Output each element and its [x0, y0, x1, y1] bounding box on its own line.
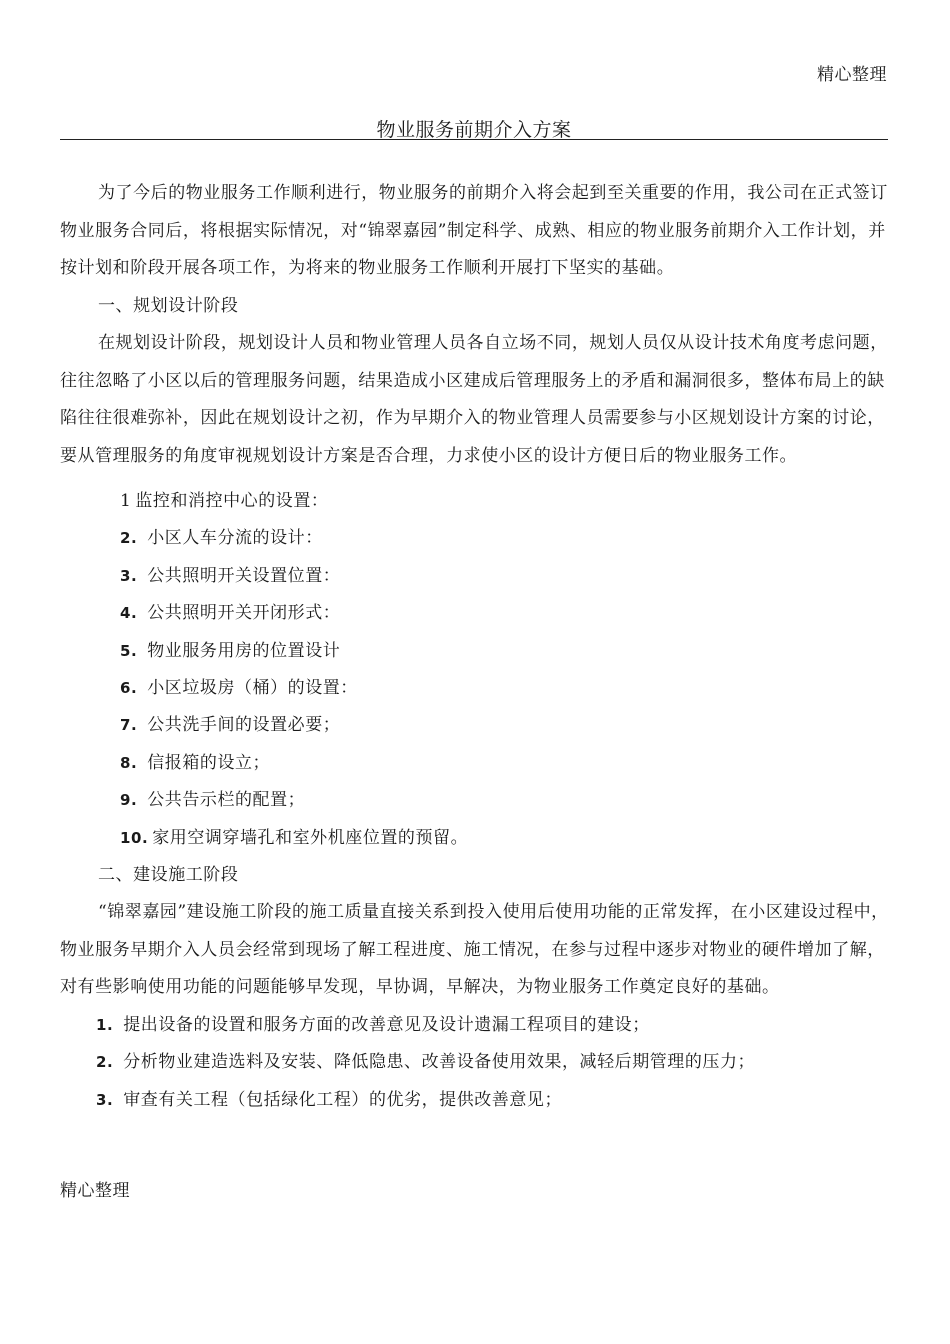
section2-list	[60, 1007, 896, 1119]
section1-paragraph: 在规划设计阶段，规划设计人员和物业管理人员各自立场不同，规划人员仅从设计技术角度考虑问题，往往忽略了小区以后的管理服务问题，结果造成小区建成后管理服务上的矛盾和漏洞很多，整体布局上的缺陷往往很难弥补，因此在规划设计之初，作为早期介入的物业管理人员需要参与小区规划设计方案的讨论，要从管理服务的角度审视规划设计方案是否合理，力求使小区的设计方便日后的物业服务工作。	[60, 333, 888, 466]
list-item-number: 9.	[120, 791, 138, 810]
list-item-number: 7.	[120, 716, 138, 735]
page-header: 精心整理	[817, 65, 887, 85]
list-item-text: 监控和消控中心的设置：	[135, 491, 329, 511]
list-item-text: 公共告示栏的配置；	[147, 790, 306, 811]
section2-heading: 二、建设施工阶段	[98, 864, 239, 885]
list-item-text: 提出设备的设置和服务方面的改善意见及设计遗漏工程项目的建设；	[123, 1014, 650, 1035]
list-item	[60, 1082, 896, 1119]
list-item-number: 1	[120, 491, 132, 511]
list-item-text: 信报箱的设立；	[147, 752, 271, 773]
list-item-number: 6.	[120, 678, 138, 697]
title-underline	[60, 139, 888, 140]
list-item-text: 公共洗手间的设置必要；	[147, 715, 341, 736]
list-item	[60, 707, 896, 744]
list-item-number: 3.	[120, 566, 138, 585]
list-item-text: 家用空调穿墙孔和室外机座位置的预留。	[152, 827, 469, 848]
list-item	[60, 520, 896, 557]
list-item	[60, 745, 896, 782]
intro-paragraph: 为了今后的物业服务工作顺利进行，物业服务的前期介入将会起到至关重要的作用，我公司在正式签订物业服务合同后，将根据实际情况，对“锦翠嘉园”制定科学、成熟、相应的物业服务前期介入工作计划，并按计划和阶段开展各项工作，为将来的物业服务工作顺利开展打下坚实的基础。	[60, 183, 888, 278]
list-item-text: 公共照明开关设置位置：	[147, 565, 341, 586]
list-item-text: 小区垃圾房（桶）的设置：	[147, 677, 358, 698]
page-footer: 精心整理	[60, 1181, 130, 1201]
list-item	[60, 1007, 896, 1044]
document-body	[60, 175, 896, 1119]
list-item-number: 1.	[96, 1015, 114, 1034]
list-item-number: 2.	[120, 529, 138, 548]
section1-list	[60, 483, 896, 857]
list-item-number: 2.	[96, 1053, 114, 1072]
list-item-text: 公共照明开关开闭形式：	[147, 603, 341, 624]
list-item	[60, 595, 896, 632]
list-item-text: 小区人车分流的设计：	[147, 528, 323, 549]
document-title: 物业服务前期介入方案	[376, 119, 572, 141]
section2-paragraph: “锦翠嘉园”建设施工阶段的施工质量直接关系到投入使用后使用功能的正常发挥，在小区建设过程中，物业服务早期介入人员会经常到现场了解工程进度、施工情况，在参与过程中逐步对物业的硬件增加了解，对有些影响使用功能的问题能够早发现，早协调，早解决，为物业服务工作奠定良好的基础。	[60, 902, 889, 998]
list-item-text: 审查有关工程（包括绿化工程）的优劣，提供改善意见；	[123, 1089, 562, 1110]
list-item-text: 物业服务用房的位置设计	[147, 640, 341, 661]
section1-heading: 一、规划设计阶段	[98, 295, 239, 316]
list-item	[60, 820, 896, 857]
list-item	[60, 1044, 896, 1081]
list-item-text: 分析物业建造选料及安装、降低隐患、改善设备使用效果，减轻后期管理的压力；	[123, 1052, 756, 1073]
list-item-number: 3.	[96, 1090, 114, 1109]
list-item	[60, 558, 896, 595]
list-item	[60, 670, 896, 707]
list-item	[60, 633, 896, 670]
list-item-number: 5.	[120, 641, 138, 660]
list-item-number: 8.	[120, 753, 138, 772]
list-item-number: 4.	[120, 604, 138, 623]
list-item	[60, 782, 896, 819]
list-item	[60, 483, 896, 520]
list-item-number: 10.	[120, 828, 149, 847]
